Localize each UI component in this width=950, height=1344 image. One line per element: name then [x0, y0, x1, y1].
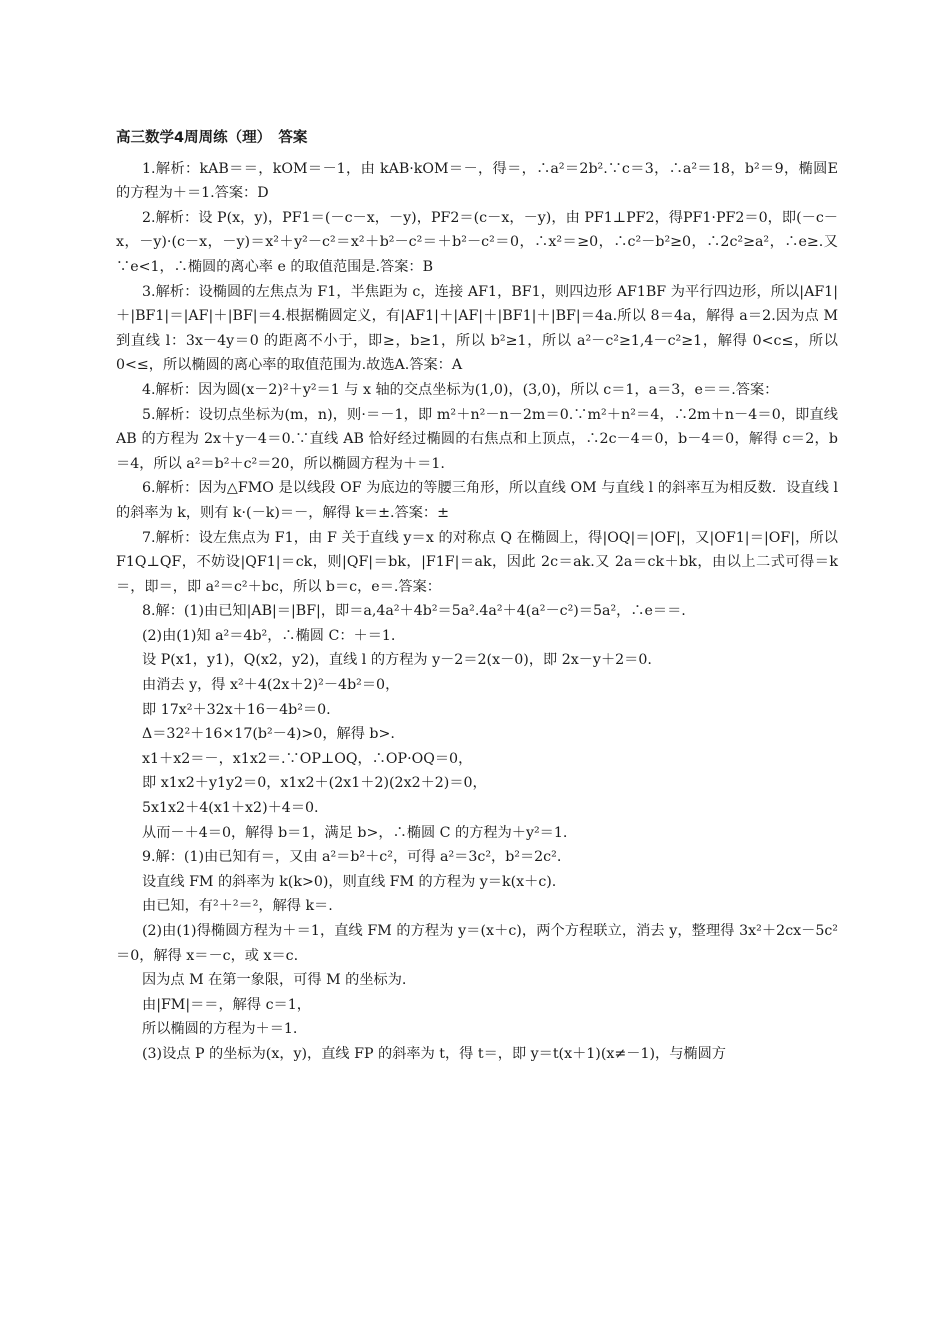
answer-9-part-3: (3)设点 P 的坐标为(x，y)，直线 FP 的斜率为 t，得 t＝，即 y＝t(x＋1)(x≠－1)，与椭圆方 — [142, 1045, 726, 1062]
answer-8-line-9: 5x1x2＋4(x1＋x2)＋4＝0. — [142, 800, 319, 817]
answer-9-line-3: 由已知，有²＋²＝²，解得 k＝. — [142, 898, 333, 915]
answer-6: 6.解析：因为△FMO 是以线段 OF 为底边的等腰三角形，所以直线 OM 与直线 l 的斜率互为相反数．设直线 l 的斜率为 k，则有 k·(－k)＝－，解得 k＝±.答案：± — [116, 480, 838, 521]
answer-document — [116, 126, 838, 1067]
answer-8-line-7: x1＋x2＝－，x1x2＝.∵OP⊥OQ，∴OP·OQ＝0， — [142, 750, 473, 767]
answer-9-part-2: (2)由(1)得椭圆方程为＋＝1，直线 FM 的方程为 y＝(x＋c)，两个方程联立，消去 y，整理得 3x²＋2cx－5c²＝0，解得 x＝－c，或 x＝c. — [116, 923, 838, 964]
document-title: 高三数学4周周练（理） 答案 — [116, 130, 308, 146]
answer-9-line-4: 因为点 M 在第一象限，可得 M 的坐标为. — [142, 972, 407, 989]
answer-2: 2.解析：设 P(x，y)，PF1＝(－c－x，－y)，PF2＝(c－x，－y)，由 PF1⊥PF2，得PF1·PF2＝0，即(－c－x，－y)·(c－x，－y)＝x²＋y²－c²＝x²＋b²－c²＝＋b²－c²＝0，∴x²＝≥0，∴c²－b²≥0，∴2c²≥a²，∴e≥.又∵e<1，∴椭圆的离心率 e 的取值范围是.答案：B — [116, 209, 838, 275]
answer-8-line-4: 由消去 y，得 x²＋4(2x＋2)²－4b²＝0， — [142, 677, 400, 694]
answer-8-line-1: 8.解：(1)由已知|AB|＝|BF|，即＝a,4a²＋4b²＝5a².4a²＋4(a²－c²)＝5a²，∴e＝＝. — [142, 603, 686, 620]
answer-9-line-6: 所以椭圆的方程为＋＝1. — [142, 1021, 298, 1038]
answer-8-line-8: 即 x1x2＋y1y2＝0，x1x2＋(2x1＋2)(2x2＋2)＝0， — [142, 775, 487, 792]
answer-8-line-3: 设 P(x1，y1)，Q(x2，y2)，直线 l 的方程为 y－2＝2(x－0)，即 2x－y＋2＝0. — [142, 652, 652, 669]
answer-8-line-10: 从而－＋4＝0，解得 b＝1，满足 b>，∴椭圆 C 的方程为＋y²＝1. — [142, 824, 568, 841]
answer-7: 7.解析：设左焦点为 F1，由 F 关于直线 y＝x 的对称点 Q 在椭圆上，得|OQ|＝|OF|，又|OF1|＝|OF|，所以 F1Q⊥QF，不妨设|QF1|＝ck，则|QF|＝bk，|F1F|＝ak，因此 2c＝ak.又 2a＝ck＋bk，由以上二式可得＝k＝，即＝，即 a²＝c²＋bc，所以 b＝c，e＝.答案： — [116, 529, 838, 595]
answer-3: 3.解析：设椭圆的左焦点为 F1，半焦距为 c，连接 AF1，BF1，则四边形 AF1BF 为平行四边形，所以|AF1|＋|BF1|＝|AF|＋|BF|＝4.根据椭圆定义，有|AF1|＋|AF|＋|BF1|＋|BF|＝4a.所以 8＝4a，解得 a＝2.因为点 M 到直线 l：3x－4y＝0 的距离不小于，即≥，b≥1，所以 b²≥1，所以 a²－c²≥1,4－c²≥1，解得 0<c≤，所以 0<≤，所以椭圆的离心率的取值范围为.故选A.答案：A — [116, 283, 838, 374]
answer-1: 1.解析：kAB＝＝，kOM＝－1，由 kAB·kOM＝－，得＝，∴a²＝2b².∵c＝3，∴a²＝18，b²＝9，椭圆E的方程为＋＝1.答案：D — [116, 160, 838, 202]
answer-9-line-5: 由|FM|＝＝，解得 c＝1， — [142, 996, 311, 1013]
answer-8-line-2: (2)由(1)知 a²＝4b²，∴椭圆 C：＋＝1. — [142, 627, 396, 644]
answer-4: 4.解析：因为圆(x－2)²＋y²＝1 与 x 轴的交点坐标为(1,0)，(3,0)，所以 c＝1，a＝3，e＝＝.答案： — [142, 381, 779, 398]
answer-8-line-6: Δ＝32²＋16×17(b²－4)>0，解得 b>. — [142, 726, 395, 743]
answer-9-line-2: 设直线 FM 的斜率为 k(k>0)，则直线 FM 的方程为 y＝k(x＋c). — [142, 873, 557, 890]
answer-8-line-5: 即 17x²＋32x＋16－4b²＝0. — [142, 701, 331, 718]
answer-9-line-1: 9.解：(1)由已知有＝，又由 a²＝b²＋c²，可得 a²＝3c²，b²＝2c². — [142, 849, 562, 866]
answer-5: 5.解析：设切点坐标为(m，n)，则·＝－1，即 m²＋n²－n－2m＝0.∵m²＋n²＝4，∴2m＋n－4＝0，即直线 AB 的方程为 2x＋y－4＝0.∵直线 AB 恰好经过椭圆的右焦点和上顶点，∴2c－4＝0，b－4＝0，解得 c＝2，b＝4，所以 a²＝b²＋c²＝20，所以椭圆方程为＋＝1. — [116, 406, 838, 472]
